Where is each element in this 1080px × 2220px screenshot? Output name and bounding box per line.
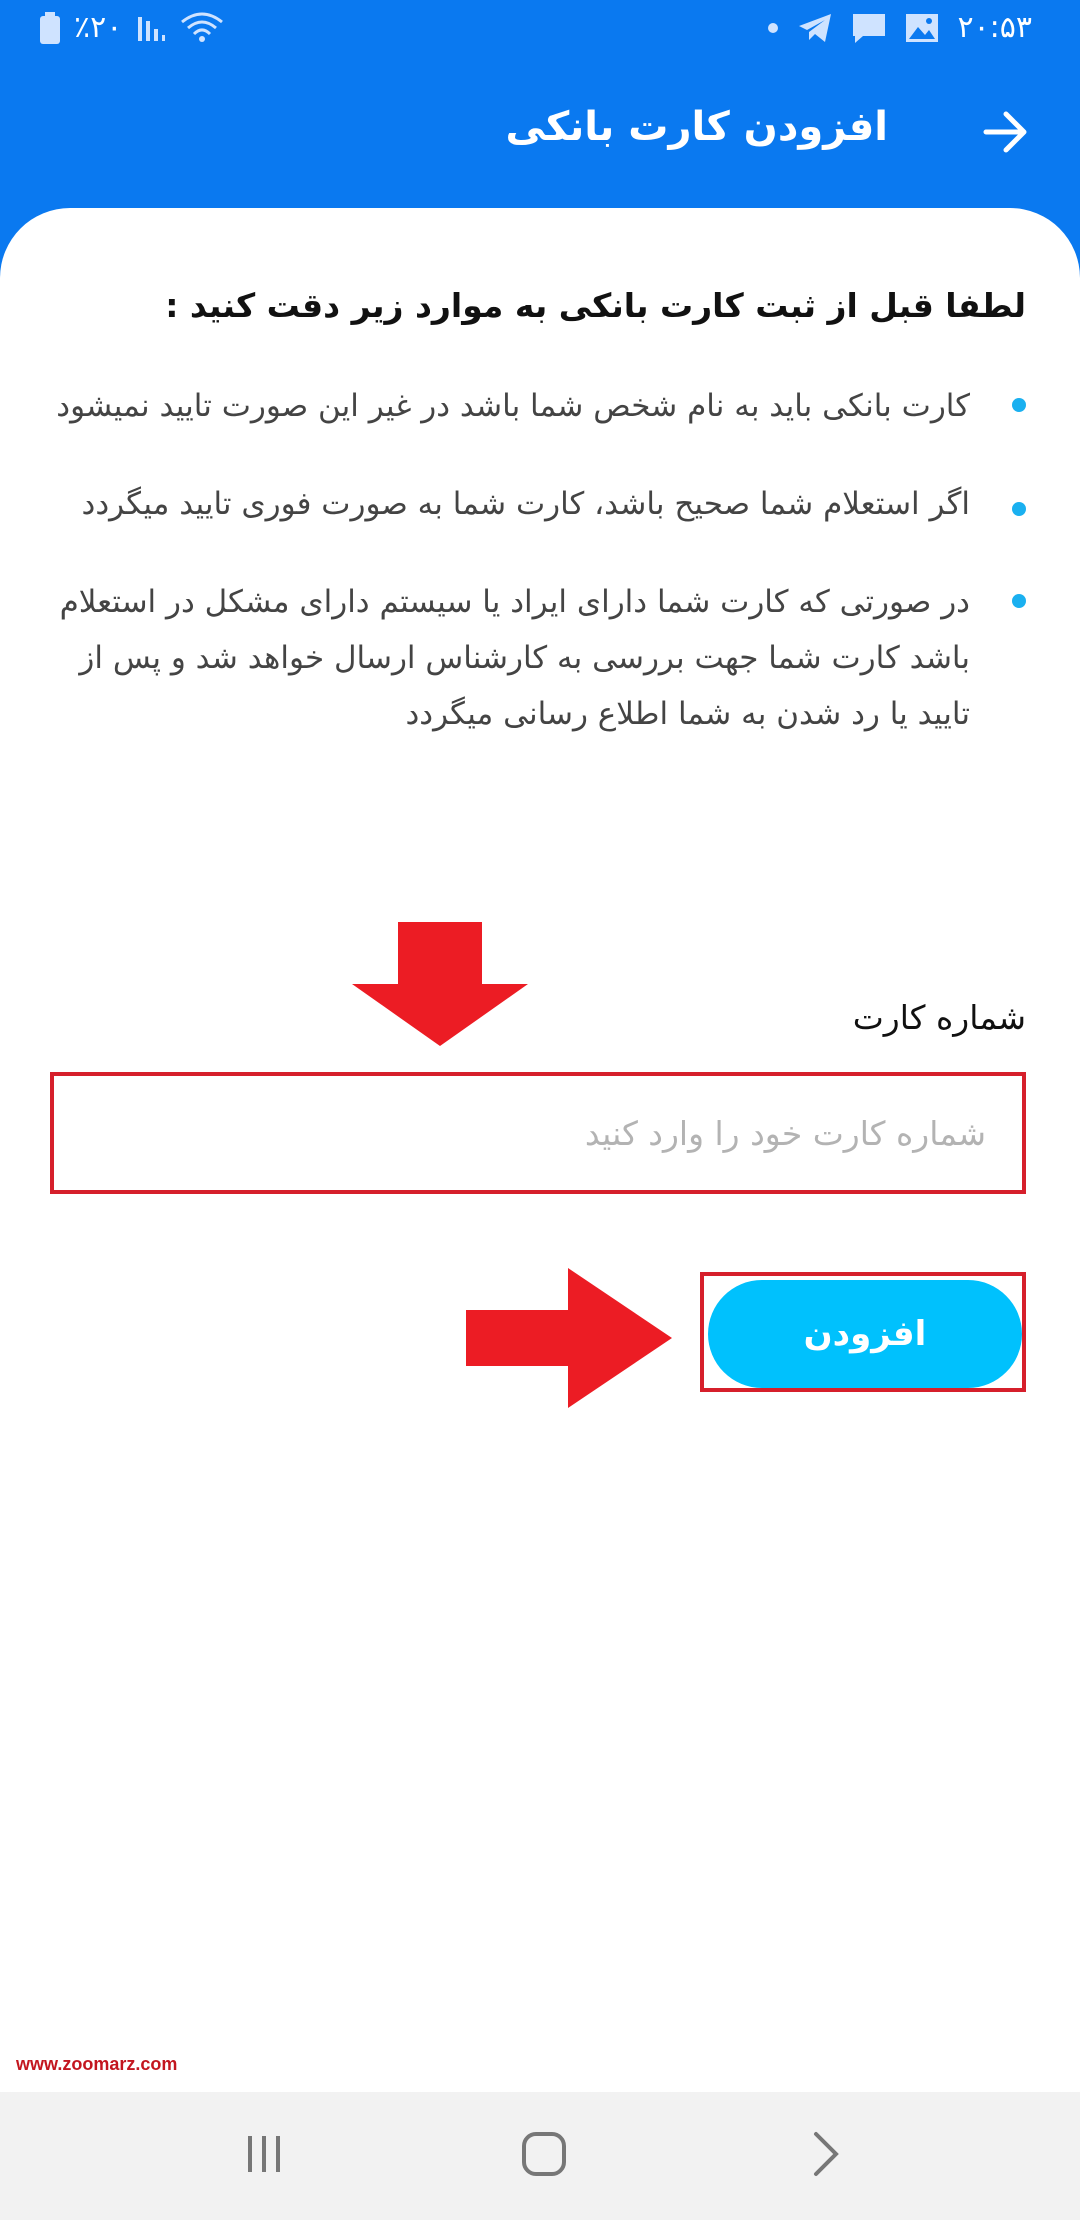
status-left-group: [40, 10, 224, 45]
recent-apps-icon: [242, 2132, 286, 2180]
card-number-input[interactable]: [54, 1076, 1022, 1190]
telegram-icon: [797, 12, 833, 44]
back-button[interactable]: [976, 104, 1036, 164]
arrow-right-icon: [982, 110, 1030, 158]
list-item: [50, 574, 1030, 742]
watermark: www.zoomarz.com: [16, 2054, 178, 2074]
card-number-highlight: [50, 1072, 1026, 1194]
status-right-group: [767, 10, 1032, 45]
list-item: [50, 482, 1030, 526]
annotation-arrow-right-icon: [466, 1268, 676, 1412]
wifi-icon: [180, 12, 224, 44]
home-icon: [520, 2130, 568, 2182]
clock-time: ۲۰:۵۳: [957, 10, 1032, 45]
bullet-icon: [1012, 398, 1026, 412]
note-text: در صورتی که کارت شما دارای ایراد یا سیستم دارای مشکل در استعلام باشد کارت شما جهت بررسی به کارشناس ارسال خواهد شد و پس از تایید یا رد شدن به شما اطلاع رسانی میگردد: [59, 584, 970, 732]
message-icon: [851, 12, 887, 44]
notes-list: [50, 378, 1030, 790]
content-sheet: [0, 208, 1080, 2092]
app-bar: [0, 64, 1080, 204]
notification-dot-icon: [767, 22, 779, 34]
home-button[interactable]: [514, 2126, 574, 2186]
bullet-icon: [1012, 594, 1026, 608]
battery-icon: [40, 12, 60, 44]
recent-apps-button[interactable]: [234, 2126, 294, 2186]
note-text: اگر استعلام شما صحیح باشد، کارت شما به صورت فوری تایید میگردد: [81, 486, 970, 522]
battery-percent: ٪۲۰: [74, 10, 123, 45]
nav-back-button[interactable]: [796, 2126, 856, 2186]
page-title: افزودن کارت بانکی: [505, 104, 888, 150]
chevron-right-icon: [808, 2130, 844, 2182]
gallery-icon: [905, 13, 939, 43]
card-number-label: شماره کارت: [852, 998, 1026, 1037]
add-button-highlight: [700, 1272, 1026, 1392]
add-card-button[interactable]: افزودن: [708, 1280, 1022, 1388]
signal-icon: [136, 13, 166, 43]
arrow-down-icon: [350, 922, 530, 1050]
list-item: [50, 378, 1030, 434]
note-text: کارت بانکی باید به نام شخص شما باشد در غیر این صورت تایید نمیشود: [56, 388, 970, 424]
instructions-heading: لطفا قبل از ثبت کارت بانکی به موارد زیر دقت کنید :: [165, 286, 1026, 325]
bullet-icon: [1012, 502, 1026, 516]
navigation-bar: [0, 2092, 1080, 2220]
status-bar: [0, 0, 1080, 64]
